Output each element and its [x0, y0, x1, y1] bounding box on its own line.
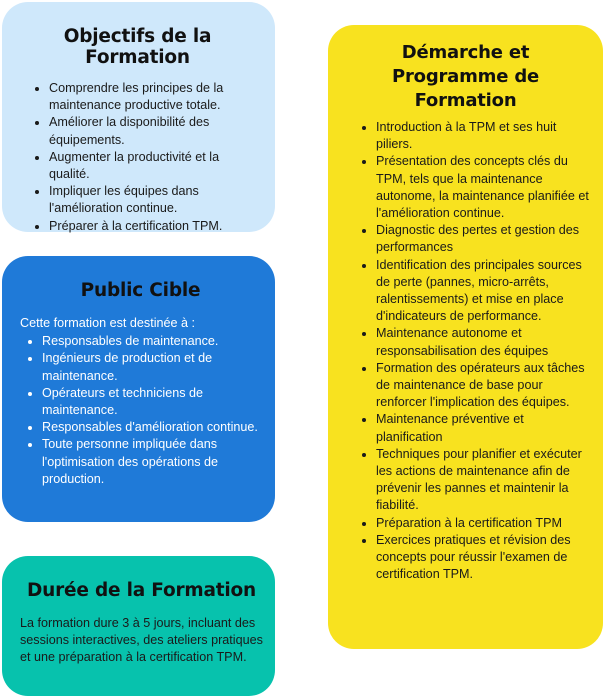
program-list: [342, 119, 589, 583]
list-item: • Formation des opérateurs aux tâches de maintenance de base pour renforcer l'implication des équipes.: [376, 360, 589, 412]
duration-text: La formation dure 3 à 5 jours, incluant des sessions interactives, des ateliers pratiques et une préparation à la certification TPM.: [20, 616, 263, 665]
list-item: • Responsables de maintenance.: [42, 333, 261, 350]
target-audience-title: Public Cible: [80, 280, 201, 301]
target-audience-card: [2, 256, 275, 522]
list-item: • Responsables d'amélioration continue.: [42, 419, 261, 436]
list-item: • Préparation à la certification TPM: [376, 515, 589, 532]
program-title: Démarche et Programme de Formation: [391, 42, 540, 111]
objectives-title: Objectifs de la Formation: [63, 26, 212, 68]
list-item: • Ingénieurs de production et de maintenance.: [42, 350, 261, 384]
list-item: • Augmenter la productivité et la qualité.: [49, 149, 259, 183]
list-item: • Opérateurs et techniciens de maintenance.: [42, 385, 261, 419]
list-item: • Comprendre les principes de la maintenance productive totale.: [49, 80, 259, 114]
list-item: • Maintenance préventive et planification: [376, 411, 589, 445]
duration-card: [2, 556, 275, 696]
duration-title: Durée de la Formation: [26, 580, 257, 601]
list-item: • Diagnostic des pertes et gestion des performances: [376, 222, 589, 256]
target-audience-intro: Cette formation est destinée à :: [20, 316, 196, 330]
list-item: • Exercices pratiques et révision des concepts pour réussir l'examen de certification TPM.: [376, 532, 589, 584]
target-audience-list: [20, 333, 261, 488]
list-item: • Présentation des concepts clés du TPM, tels que la maintenance autonome, la maintenance planifiée et l'amélioration continue.: [376, 153, 589, 222]
list-item: • Améliorer la disponibilité des équipements.: [49, 114, 259, 148]
objectives-list: [16, 80, 259, 235]
list-item: • Maintenance autonome et responsabilisation des équipes: [376, 325, 589, 359]
list-item: • Techniques pour planifier et exécuter les actions de maintenance afin de prévenir les pannes et maintenir la fiabilité.: [376, 446, 589, 515]
program-card: [328, 25, 603, 649]
list-item: • Impliquer les équipes dans l'amélioration continue.: [49, 183, 259, 217]
list-item: • Toute personne impliquée dans l'optimisation des opérations de production.: [42, 436, 261, 488]
list-item: • Introduction à la TPM et ses huit piliers.: [376, 119, 589, 153]
list-item: • Identification des principales sources de perte (pannes, micro-arrêts, ralentissements) et mise en place d'indicateurs de performance.: [376, 257, 589, 326]
objectives-card: [2, 2, 275, 232]
list-item: • Préparer à la certification TPM.: [49, 218, 259, 235]
